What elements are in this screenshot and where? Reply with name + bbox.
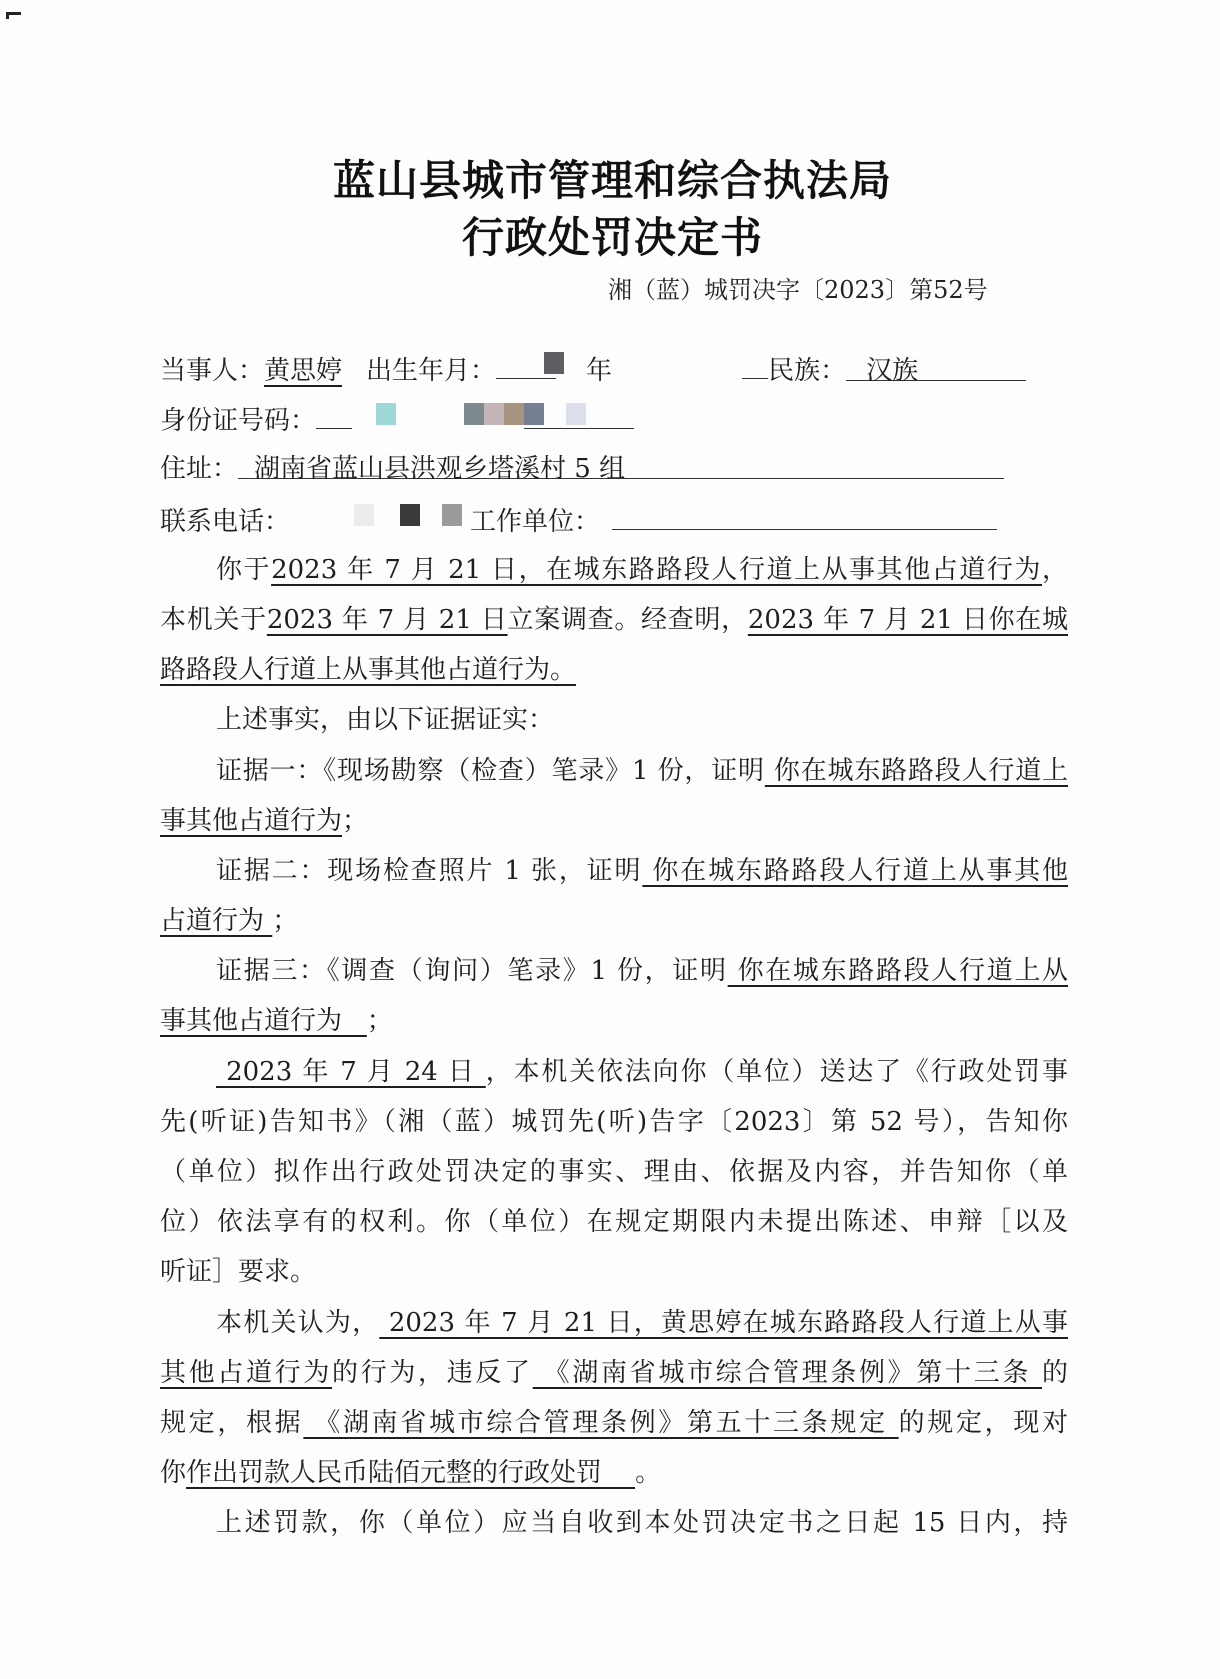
redaction-block bbox=[504, 403, 524, 425]
text-segment: 上述事实，由以下证据证实： bbox=[216, 705, 555, 736]
party-info-line bbox=[160, 344, 1068, 394]
underlined-fill-in: 作出罚款人民币陆佰元整的行政处罚 bbox=[186, 1458, 636, 1489]
year-label: 年 bbox=[586, 356, 613, 386]
text-line bbox=[160, 1348, 1068, 1398]
text-segment: ， bbox=[1041, 554, 1068, 585]
text-segment: 你 bbox=[160, 1458, 187, 1489]
employer-blank bbox=[612, 495, 997, 530]
document-title: 行政处罚决定书 bbox=[461, 213, 763, 262]
redaction-block bbox=[354, 504, 374, 526]
redaction-block bbox=[544, 352, 564, 374]
text-line bbox=[160, 1147, 1068, 1197]
text-line bbox=[160, 595, 1068, 645]
id-number-redacted bbox=[352, 395, 692, 429]
text-segment: ； bbox=[366, 1006, 393, 1037]
underlined-fill-in: 2023 年 7 月 21 日，黄思婷在城东路路段人行道上从事 bbox=[379, 1307, 1068, 1338]
employer-label: 工作单位： bbox=[470, 506, 601, 537]
scan-corner-mark bbox=[6, 12, 21, 19]
id-label: 身份证号码： bbox=[160, 406, 317, 437]
id-number-line bbox=[160, 394, 1068, 444]
redaction-block bbox=[566, 403, 586, 425]
text-segment: 规定，根据 bbox=[160, 1407, 304, 1438]
birth-blank bbox=[742, 344, 768, 379]
party-name-label: 当事人： bbox=[160, 356, 265, 386]
text-segment: ，本机关依法向你（单位）送达了《行政处罚事 bbox=[485, 1056, 1068, 1087]
phone-redacted bbox=[290, 496, 470, 530]
text-line bbox=[160, 846, 1068, 896]
address: 湖南省蓝山县洪观乡塔溪村 5 组 bbox=[238, 444, 1004, 479]
underlined-fill-in: 占道行为 bbox=[160, 906, 273, 937]
text-segment: 本机关于 bbox=[160, 604, 267, 635]
redaction-block bbox=[376, 403, 396, 425]
underlined-fill-in: 事其他占道行为 bbox=[160, 805, 343, 836]
document-number: 湘（蓝）城罚决字〔2023〕第52号 bbox=[608, 276, 988, 304]
text-line bbox=[160, 1298, 1068, 1348]
underlined-fill-in: 2023 年 7 月 21 日 bbox=[266, 604, 508, 635]
text-line bbox=[160, 946, 1068, 996]
text-line bbox=[160, 796, 1068, 846]
text-segment: 的 bbox=[1041, 1357, 1068, 1388]
text-segment: 先(听证)告知书》（湘（蓝）城罚先(听)告字〔2023〕第 52 号），告知你 bbox=[160, 1106, 1068, 1137]
redaction-block bbox=[464, 403, 484, 425]
underlined-fill-in: 《湖南省城市综合管理条例》第五十三条规定 bbox=[303, 1407, 899, 1438]
phone-label: 联系电话： bbox=[160, 506, 291, 537]
address-line bbox=[160, 444, 1068, 494]
underlined-fill-in: 2023 年 7 月 24 日 bbox=[216, 1056, 486, 1087]
birth-month-redacted bbox=[612, 345, 742, 379]
underlined-fill-in: 你在城东路路段人行道上 bbox=[773, 755, 1068, 786]
text-segment: 本机关认为， bbox=[216, 1307, 380, 1338]
underlined-fill-in: 《湖南省城市综合管理条例》第十三条 bbox=[532, 1357, 1042, 1388]
text-segment: 的规定，现对 bbox=[898, 1407, 1068, 1438]
text-line bbox=[160, 1097, 1068, 1147]
redaction-block bbox=[400, 504, 420, 526]
underlined-fill-in: 2023 年 7 月 21 日，在城东路路段人行道上从事其他占道行为 bbox=[271, 554, 1042, 585]
underlined-fill-in: 你在城东路路段人行道上从 bbox=[727, 956, 1068, 987]
address-label: 住址： bbox=[160, 454, 239, 485]
birth-label: 出生年月： bbox=[366, 356, 497, 386]
text-segment: 证据三：《调查（询问）笔录》1 份，证明 bbox=[216, 956, 728, 987]
text-line bbox=[160, 996, 1068, 1046]
text-segment: 。 bbox=[635, 1458, 662, 1489]
text-line bbox=[160, 1498, 1068, 1548]
text-line bbox=[160, 1448, 1068, 1498]
redaction-block bbox=[524, 403, 544, 425]
underlined-fill-in: 2023 年 7 月 21 日你在城 bbox=[747, 604, 1068, 635]
party-name: 黄思婷 bbox=[264, 356, 343, 386]
redaction-block bbox=[484, 403, 504, 425]
id-underline bbox=[524, 428, 634, 429]
ethnicity-label: 民族： bbox=[768, 356, 847, 386]
text-segment: 证据二：现场检查照片 1 张，证明 bbox=[216, 855, 643, 886]
redaction-block bbox=[442, 504, 462, 526]
id-blank bbox=[316, 394, 352, 429]
text-line bbox=[160, 645, 1068, 695]
text-line bbox=[160, 695, 1068, 745]
text-line bbox=[160, 1047, 1068, 1097]
text-segment: （单位）拟作出行政处罚决定的事实、理由、依据及内容，并告知你（单 bbox=[160, 1157, 1068, 1187]
text-segment: ； bbox=[342, 805, 369, 836]
text-segment: 的行为，违反了 bbox=[332, 1357, 533, 1388]
text-segment: 立案调查。经查明， bbox=[507, 604, 748, 635]
text-line bbox=[160, 1197, 1068, 1247]
text-segment: 你于 bbox=[216, 554, 272, 585]
underlined-fill-in: 路路段人行道上从事其他占道行为。 bbox=[160, 655, 577, 686]
underlined-fill-in: 事其他占道行为 bbox=[160, 1006, 367, 1037]
decision-text bbox=[160, 545, 1068, 1549]
text-line bbox=[160, 896, 1068, 946]
text-line bbox=[160, 1247, 1068, 1297]
text-segment: 位）依法享有的权利。你（单位）在规定期限内未提出陈述、申辩［以及 bbox=[160, 1207, 1068, 1238]
document-title-agency: 蓝山县城市管理和综合执法局 bbox=[332, 156, 892, 205]
underlined-fill-in: 其他占道行为 bbox=[160, 1357, 333, 1388]
document-body bbox=[160, 344, 1068, 1549]
text-line bbox=[160, 1398, 1068, 1448]
text-segment: 听证］要求。 bbox=[160, 1257, 317, 1288]
contact-line bbox=[160, 495, 1068, 545]
text-line bbox=[160, 545, 1068, 595]
text-line bbox=[160, 746, 1068, 796]
text-segment: 上述罚款，你（单位）应当自收到本处罚决定书之日起 15 日内，持 bbox=[216, 1508, 1068, 1539]
text-segment: 证据一：《现场勘察（检查）笔录》1 份，证明 bbox=[216, 755, 765, 786]
ethnicity: 汉族 bbox=[846, 346, 1026, 381]
underlined-fill-in: 你在城东路路段人行道上从事其他 bbox=[642, 855, 1068, 886]
text-segment: ； bbox=[272, 906, 299, 937]
birth-year-redacted bbox=[496, 344, 556, 379]
